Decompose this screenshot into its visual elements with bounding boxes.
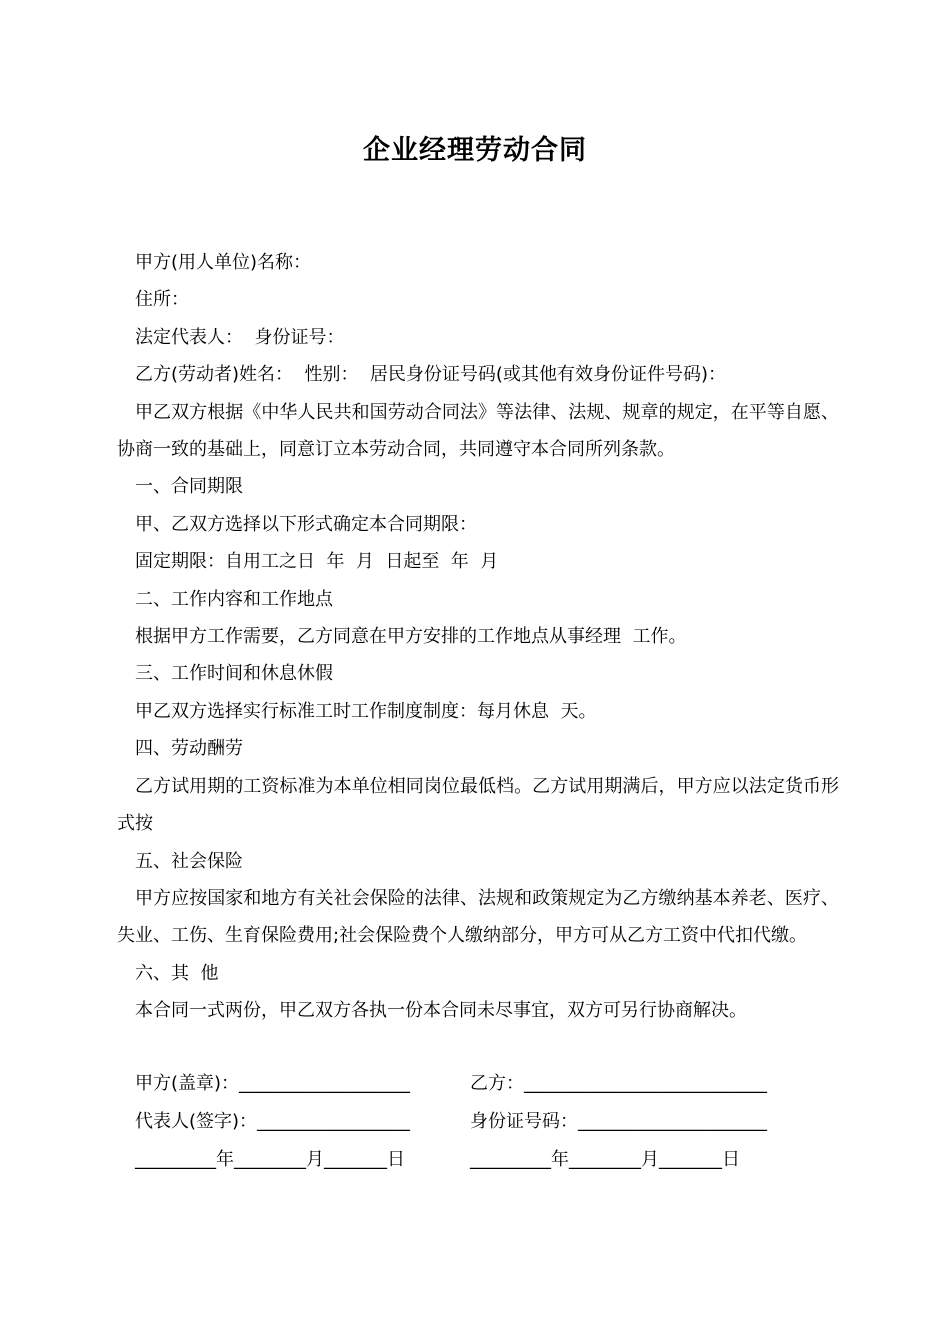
document-title: 企业经理劳动合同: [363, 135, 587, 166]
party-a-date-line: _________年________月_______日: [135, 1149, 405, 1170]
section-heading-other: 六、其 他: [135, 962, 219, 984]
document-body: [117, 244, 839, 1030]
work-paragraph: 根据甲方工作需要，乙方同意在甲方安排的工作地点从事经理 工作。: [135, 626, 687, 648]
term-paragraph: 甲、乙双方选择以下形式确定本合同期限：: [135, 513, 477, 535]
pay-paragraph: 乙方试用期的工资标准为本单位相同岗位最低档。乙方试用期满后，甲方应以法定货币形式按: [117, 775, 839, 835]
section-heading-hours: 三、工作时间和休息休假: [135, 663, 333, 685]
hours-paragraph: 甲乙双方选择实行标准工时工作制度制度：每月休息 天。: [135, 700, 597, 722]
party-a-address-line: 住所：: [135, 289, 189, 311]
party-b-date-line: _________年________月_______日: [470, 1149, 740, 1170]
party-b-signature-line: 乙方：___________________________: [470, 1073, 767, 1094]
representative-signature-line: 代表人(签字)：_________________: [135, 1111, 411, 1132]
other-paragraph: 本合同一式两份，甲乙双方各执一份本合同未尽事宜，双方可另行协商解决。: [135, 1000, 747, 1022]
party-a-name-line: 甲方(用人单位)名称：: [135, 252, 312, 273]
fixed-term-line: 固定期限：自用工之日 年 月 日起至 年 月: [135, 551, 499, 573]
section-heading-pay: 四、劳动酬劳: [135, 738, 243, 760]
party-a-seal-line: 甲方(盖章)：___________________: [135, 1073, 411, 1094]
section-heading-term: 一、合同期限: [135, 476, 243, 498]
insurance-paragraph: 甲方应按国家和地方有关社会保险的法律、法规和政策规定为乙方缴纳基本养老、医疗、失业、工伤、生育保险费用;社会保险费个人缴纳部分，甲方可从乙方工资中代扣代缴。: [117, 887, 839, 947]
legal-representative-line: 法定代表人： 身份证号：: [135, 326, 345, 348]
id-number-line: 身份证号码：_____________________: [470, 1111, 767, 1132]
section-heading-work: 二、工作内容和工作地点: [135, 588, 333, 610]
preamble-paragraph: 甲乙双方根据《中华人民共和国劳动合同法》等法律、法规、规章的规定，在平等自愿、协商一致的基础上，同意订立本劳动合同，共同遵守本合同所列条款。: [117, 401, 839, 461]
section-heading-insurance: 五、社会保险: [135, 850, 243, 872]
party-b-info-line: 乙方(劳动者)姓名： 性别： 居民身份证号码(或其他有效身份证件号码)：: [135, 364, 726, 386]
